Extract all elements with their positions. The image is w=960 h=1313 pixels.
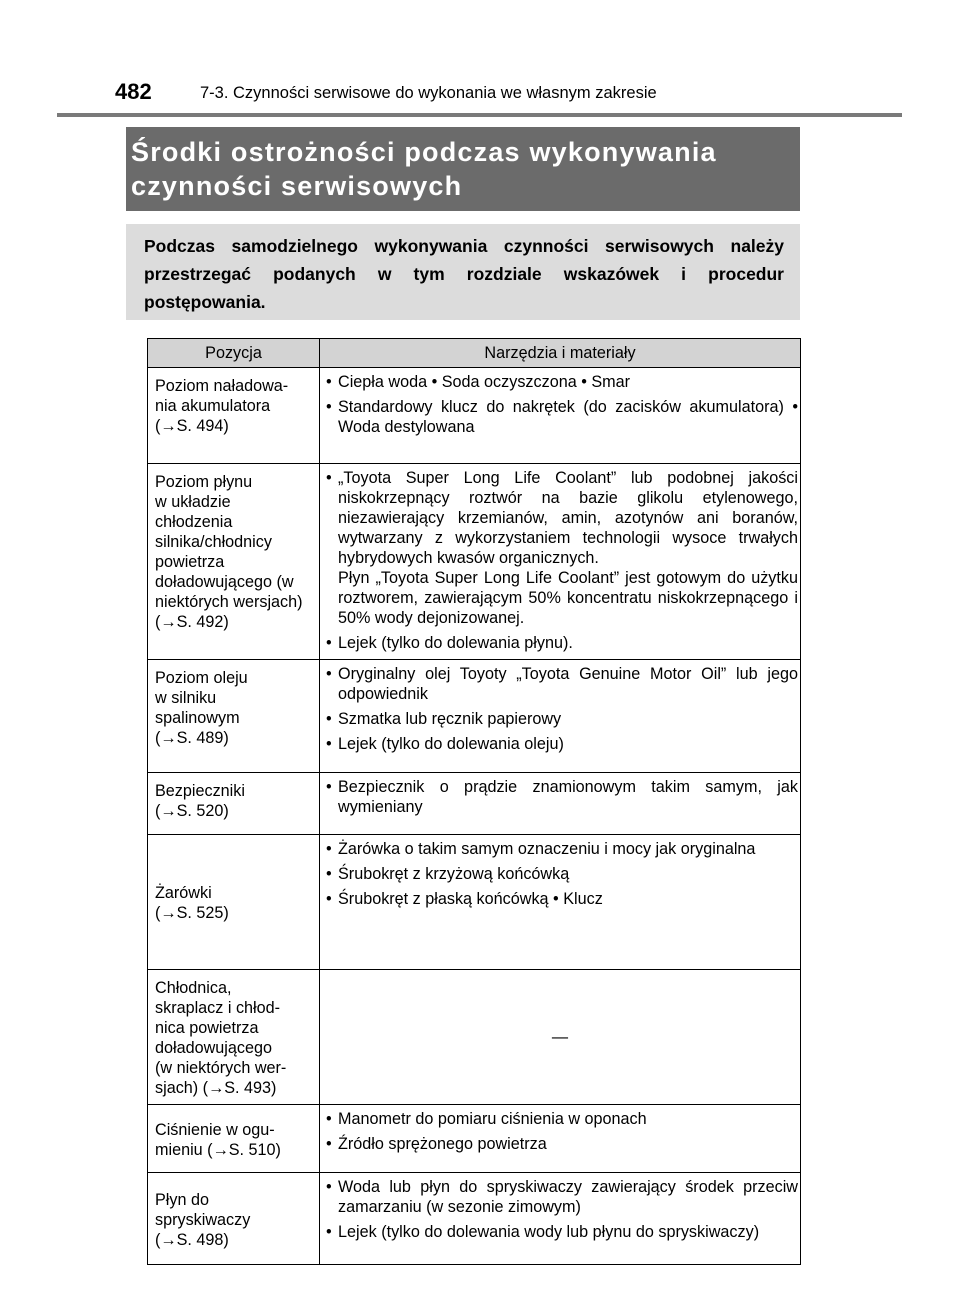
position-cell: [148, 773, 320, 835]
tool-item: [326, 372, 798, 392]
page-number: 482: [115, 79, 152, 104]
tools-table: [147, 338, 801, 1265]
tool-item-text: Śrubokręt z płaską końcówką • Klucz: [338, 890, 603, 908]
bullet-icon: •: [326, 1135, 332, 1153]
table-header-row: [148, 339, 801, 368]
bullet-icon: •: [326, 1110, 332, 1128]
bullet-icon: •: [326, 1223, 332, 1241]
tools-cell: [320, 773, 801, 835]
tool-item: [326, 889, 798, 909]
tool-item-text: Lejek (tylko do dolewania wody lub płynu do spryskiwaczy): [338, 1223, 760, 1241]
position-cell: [148, 1173, 320, 1265]
table-row: [148, 1105, 801, 1173]
tool-item: [326, 633, 798, 653]
bullet-icon: •: [326, 710, 332, 728]
position-label: Bezpieczniki (→S. 520): [155, 782, 245, 820]
table-row: [148, 835, 801, 970]
position-label: Chłodnica, skraplacz i chłod- nica powietrza doładowującego (w niektórych wer- sjach) (→S. 493): [155, 979, 287, 1097]
page-header: [0, 78, 960, 108]
tool-item: [326, 468, 798, 628]
tool-item: [326, 1134, 798, 1154]
bullet-icon: •: [326, 890, 332, 908]
bullet-icon: •: [326, 469, 332, 487]
bullet-icon: •: [326, 1178, 332, 1196]
tool-item-text: Źródło sprężonego powietrza: [338, 1135, 547, 1153]
position-label: Żarówki (→S. 525): [155, 884, 229, 922]
table-row: [148, 1173, 801, 1265]
tool-item: [326, 664, 798, 704]
bullet-icon: •: [326, 665, 332, 683]
position-cell: [148, 835, 320, 970]
tools-table-body: [148, 368, 801, 1265]
table-row: [148, 773, 801, 835]
table-row: [148, 368, 801, 464]
tools-cell: [320, 1173, 801, 1265]
tools-cell: [320, 1105, 801, 1173]
tool-item: [326, 1109, 798, 1129]
position-label: Płyn do spryskiwaczy (→S. 498): [155, 1190, 251, 1249]
tool-item: [326, 1177, 798, 1217]
bullet-icon: •: [326, 865, 332, 883]
tools-cell: [320, 464, 801, 660]
tool-item: [326, 397, 798, 437]
tool-item: [326, 734, 798, 754]
tool-item-text: Oryginalny olej Toyoty „Toyota Genuine Motor Oil” lub jego odpowiednik: [338, 665, 798, 703]
tools-cell: [320, 835, 801, 970]
position-cell: [148, 464, 320, 660]
intro-box: [126, 224, 800, 320]
tool-item: [326, 709, 798, 729]
position-cell: [148, 970, 320, 1105]
column-header-tools: Narzędzia i materiały: [320, 339, 801, 368]
page-title: Środki ostrożności podczas wykonywania czynności serwisowych: [131, 137, 717, 201]
position-label: Poziom płynu w układzie chłodzenia silnika/chłodnicy powietrza doładowującego (w niektórych wersjach) (→S. 492): [155, 473, 303, 631]
tool-item-text: Manometr do pomiaru ciśnienia w oponach: [338, 1110, 647, 1128]
bullet-icon: •: [326, 778, 332, 796]
tool-item: [326, 777, 798, 817]
tool-item-text: Lejek (tylko do dolewania płynu).: [338, 634, 573, 652]
tool-item-text: Standardowy klucz do nakrętek (do zacisków akumulatora) • Woda destylowana: [338, 398, 798, 436]
tool-item-text: Szmatka lub ręcznik papierowy: [338, 710, 562, 728]
tool-item-text: Śrubokręt z krzyżową końcówką: [338, 865, 570, 883]
position-cell: [148, 368, 320, 464]
bullet-icon: •: [326, 373, 332, 391]
tool-item-text: Bezpiecznik o prądzie znamionowym takim samym, jak wymieniany: [338, 778, 798, 816]
title-box: [126, 127, 800, 211]
tools-cell: [320, 660, 801, 773]
tool-item-text: Woda lub płyn do spryskiwaczy zawierający środek przeciw zamarzaniu (w sezonie zimowym): [338, 1178, 798, 1216]
bullet-icon: •: [326, 840, 332, 858]
tool-item: [326, 864, 798, 884]
position-cell: [148, 1105, 320, 1173]
tool-item: [326, 839, 798, 859]
bullet-icon: •: [326, 398, 332, 416]
tools-cell: [320, 368, 801, 464]
intro-text: Podczas samodzielnego wykonywania czynności serwisowych należy przestrzegać podanych w tym rozdziale wskazówek i procedur postępowania.: [144, 236, 784, 312]
table-row: [148, 660, 801, 773]
position-label: Poziom naładowa- nia akumulatora (→S. 494): [155, 377, 289, 435]
bullet-icon: •: [326, 735, 332, 753]
position-cell: [148, 660, 320, 773]
position-label: Ciśnienie w ogu- mieniu (→S. 510): [155, 1120, 281, 1159]
empty-dash: —: [551, 1028, 569, 1046]
tool-item-text: Żarówka o takim samym oznaczeniu i mocy jak oryginalna: [338, 840, 756, 858]
header-rule: [57, 113, 902, 117]
tool-item-text: „Toyota Super Long Life Coolant” lub podobnej jakości niskokrzepnący roztwór na bazie glikolu etylenowego, niezawierający krzemianów, amin, azotynów ani boranów, wytwarzany z wykorzystaniem technologii wysoce trwałych hybrydowych kwasów organicznych. Płyn „Toyota Super Long Life Coolant” jest gotowym do użytku roztworem, zawierającym 50% koncentratu niskokrzepnącego i 50% wody dejonizowanej.: [338, 469, 798, 627]
tool-item: [326, 1222, 798, 1242]
bullet-icon: •: [326, 634, 332, 652]
position-label: Poziom oleju w silniku spalinowym (→S. 489): [155, 669, 248, 747]
section-title: 7-3. Czynności serwisowe do wykonania we własnym zakresie: [200, 84, 657, 102]
table-row: [148, 464, 801, 660]
tools-cell-empty: [320, 970, 801, 1105]
tool-item-text: Lejek (tylko do dolewania oleju): [338, 735, 564, 753]
table-row: [148, 970, 801, 1105]
column-header-position: Pozycja: [148, 339, 320, 368]
tool-item-text: Ciepła woda • Soda oczyszczona • Smar: [338, 373, 631, 391]
